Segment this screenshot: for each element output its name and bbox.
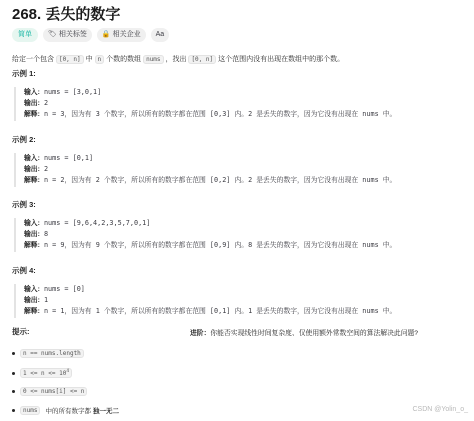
example-block — [14, 87, 474, 121]
inline-code: nums — [143, 55, 163, 64]
desc-text: 给定一个包含 — [12, 56, 54, 63]
input-value: nums = [9,6,4,2,3,5,7,0,1] — [43, 219, 151, 227]
hint-code — [20, 368, 72, 378]
input-label: 输入: — [24, 220, 40, 227]
problem-description — [12, 54, 344, 64]
hints-heading: 提示: — [12, 327, 30, 336]
output-label: 输出: — [24, 166, 40, 174]
tag-icon: 🏷 — [48, 31, 57, 38]
input-value: nums = [3,0,1] — [43, 88, 102, 96]
output-value: 1 — [43, 296, 49, 305]
explain-value: n = 3，因为有 3 个数字，所以所有的数字都在范围 [0,3] 内。2 是丢失的数字，因为它没有出现在 nums 中。 — [43, 110, 397, 119]
hint-bold-text: 独一无二 — [92, 408, 119, 415]
example-block — [14, 153, 474, 187]
input-label: 输入: — [24, 286, 40, 293]
font-size-button[interactable] — [151, 28, 170, 42]
output-value: 2 — [43, 165, 49, 174]
hint-text: 中的所有数字都 — [45, 408, 91, 415]
related-topics-tag[interactable] — [43, 28, 92, 42]
watermark: CSDN @Yolin_o_ — [412, 406, 468, 413]
related-topics-label: 相关标签 — [58, 31, 87, 38]
bullet-icon — [12, 390, 15, 393]
desc-text: ，找出 — [165, 56, 187, 63]
bullet-icon — [12, 352, 15, 355]
hint-item — [12, 387, 87, 396]
hint-code: nums — [20, 406, 40, 415]
example-block — [14, 218, 474, 252]
hint-item — [12, 368, 72, 378]
advance-text: 你能否实现线性时间复杂度、仅使用额外常数空间的算法解决此问题? — [210, 330, 419, 337]
hint-exponent: 4 — [66, 369, 70, 374]
input-value: nums = [0] — [43, 285, 85, 293]
related-companies-label: 相关企业 — [112, 31, 141, 38]
explain-label: 解释: — [24, 308, 40, 316]
hint-code: n == nums.length — [20, 349, 84, 358]
advance-note — [190, 327, 418, 337]
inline-code: [0, n] — [188, 55, 216, 64]
font-size-icon: Aa — [155, 31, 165, 38]
related-companies-tag[interactable] — [97, 28, 146, 42]
input-label: 输入: — [24, 155, 40, 162]
inline-code: [0, n] — [56, 55, 84, 64]
hint-code: 0 <= nums[i] <= n — [20, 387, 87, 396]
input-label: 输入: — [24, 89, 40, 96]
output-value: 2 — [43, 99, 49, 108]
bullet-icon — [12, 372, 15, 375]
explain-value: n = 2，因为有 2 个数字，所以所有的数字都在范围 [0,2] 内。2 是丢失的数字，因为它没有出现在 nums 中。 — [43, 176, 397, 185]
explain-label: 解释: — [24, 242, 40, 250]
example-heading: 示例 2: — [12, 135, 36, 144]
desc-text: 中 — [85, 56, 93, 63]
hint-item — [12, 349, 84, 358]
explain-value: n = 1，因为有 1 个数字，所以所有的数字都在范围 [0,1] 内。1 是丢失的数字，因为它没有出现在 nums 中。 — [43, 307, 397, 316]
inline-code: n — [95, 55, 105, 64]
input-value: nums = [0,1] — [43, 154, 94, 162]
output-label: 输出: — [24, 297, 40, 305]
bullet-icon — [12, 409, 15, 412]
tag-bar — [12, 28, 169, 42]
desc-text: 个数的数组 — [106, 56, 142, 63]
example-heading: 示例 1: — [12, 69, 36, 78]
explain-value: n = 9，因为有 9 个数字，所以所有的数字都在范围 [0,9] 内。8 是丢失的数字，因为它没有出现在 nums 中。 — [43, 241, 397, 250]
output-label: 输出: — [24, 231, 40, 239]
difficulty-badge[interactable]: 简单 — [12, 28, 38, 42]
example-block — [14, 284, 474, 318]
output-value: 8 — [43, 230, 49, 239]
explain-label: 解释: — [24, 111, 40, 119]
explain-label: 解释: — [24, 177, 40, 185]
lock-icon: 🔒 — [101, 31, 111, 38]
example-heading: 示例 3: — [12, 200, 36, 209]
hint-code-text: 1 <= n <= 10 — [23, 370, 67, 377]
output-label: 输出: — [24, 100, 40, 108]
example-heading: 示例 4: — [12, 266, 36, 275]
problem-title: 268. 丢失的数字 — [12, 6, 121, 23]
desc-text: 这个范围内没有出现在数组中的那个数。 — [218, 56, 345, 63]
advance-label: 进阶： — [190, 330, 211, 337]
hint-item — [12, 406, 119, 415]
